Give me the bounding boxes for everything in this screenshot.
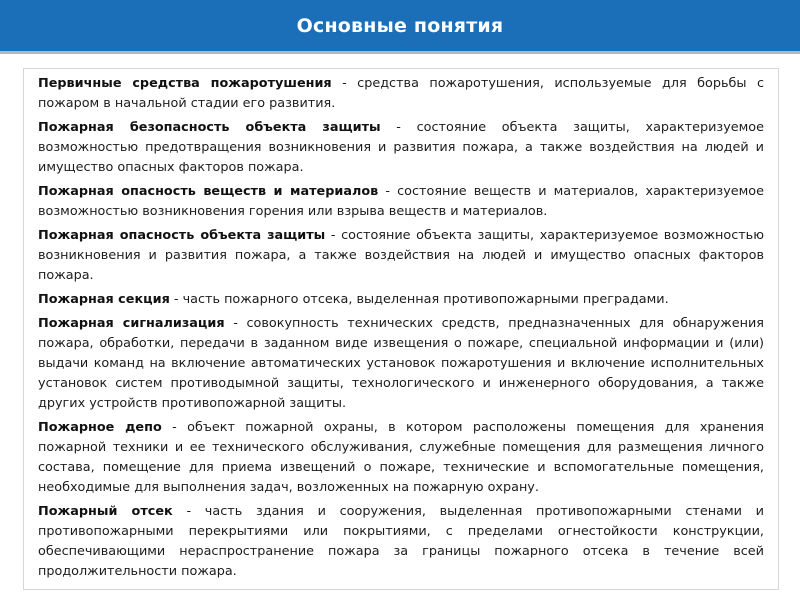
definition-term: Пожарная сигнализация	[38, 316, 225, 331]
definition-term: Пожарная опасность веществ и материалов	[38, 184, 379, 199]
definition-text: - состояние объекта защиты, характеризуемое возможностью предотвращения возникновения и развития пожара, а также воздействия на людей и имущество опасных факторов пожара.	[38, 120, 764, 175]
definition-text: - часть здания и сооружения, выделенная противопожарными стенами и противопожарными перекрытиями или покрытиями, с пределами огнестойкости конструкции, обеспечивающими нераспространение пожара за границы пожарного отсека в течение всей продолжительности пожара.	[38, 504, 764, 579]
definition-term: Пожарная безопасность объекта защиты	[38, 120, 381, 135]
definition-term: Первичные средства пожаротушения	[38, 76, 332, 91]
definition-fire-alarm	[38, 314, 764, 414]
definition-fire-hazard-of-object	[38, 226, 764, 286]
definition-text: - объект пожарной охраны, в котором расположены помещения для хранения пожарной техники и ее технического обслуживания, служебные помещения для размещения личного состава, помещение для приема извещений о пожаре, технические и вспомогательные помещения, необходимые для выполнения задач, возложенных на пожарную охрану.	[38, 420, 764, 495]
definition-term: Пожарное депо	[38, 420, 162, 435]
definition-fire-depot	[38, 418, 764, 498]
title-bar	[0, 0, 800, 54]
definition-text: - совокупность технических средств, предназначенных для обнаружения пожара, обработки, передачи в заданном виде извещения о пожаре, специальной информации и (или) выдачи команд на включение автоматических установок пожаротушения и включение исполнительных установок систем противодымной защиты, технологического и инженерного оборудования, а также других устройств противопожарной защиты.	[38, 316, 764, 411]
definition-text: - часть пожарного отсека, выделенная противопожарными преградами.	[169, 292, 669, 307]
definition-fire-compartment	[38, 502, 764, 582]
definition-term: Пожарный отсек	[38, 504, 173, 519]
definition-fire-hazard-of-substances	[38, 182, 764, 222]
definition-text: - состояние веществ и материалов, характеризуемое возможностью возникновения горения или взрыва веществ и материалов.	[38, 184, 764, 219]
definition-fire-section	[38, 290, 764, 310]
definition-term: Пожарная опасность объекта защиты	[38, 228, 326, 243]
page-title: Основные понятия	[296, 14, 504, 37]
definition-text: - средства пожаротушения, используемые для борьбы с пожаром в начальной стадии его развития.	[38, 76, 764, 111]
definition-fire-safety-of-object	[38, 118, 764, 178]
definition-text: - состояние объекта защиты, характеризуемое возможностью возникновения и развития пожара, а также воздействия на людей и имущество опасных факторов пожара.	[38, 228, 764, 283]
definitions-panel	[23, 68, 779, 590]
definition-term: Пожарная секция	[38, 292, 170, 307]
definition-primary-extinguishing-means	[38, 74, 764, 114]
